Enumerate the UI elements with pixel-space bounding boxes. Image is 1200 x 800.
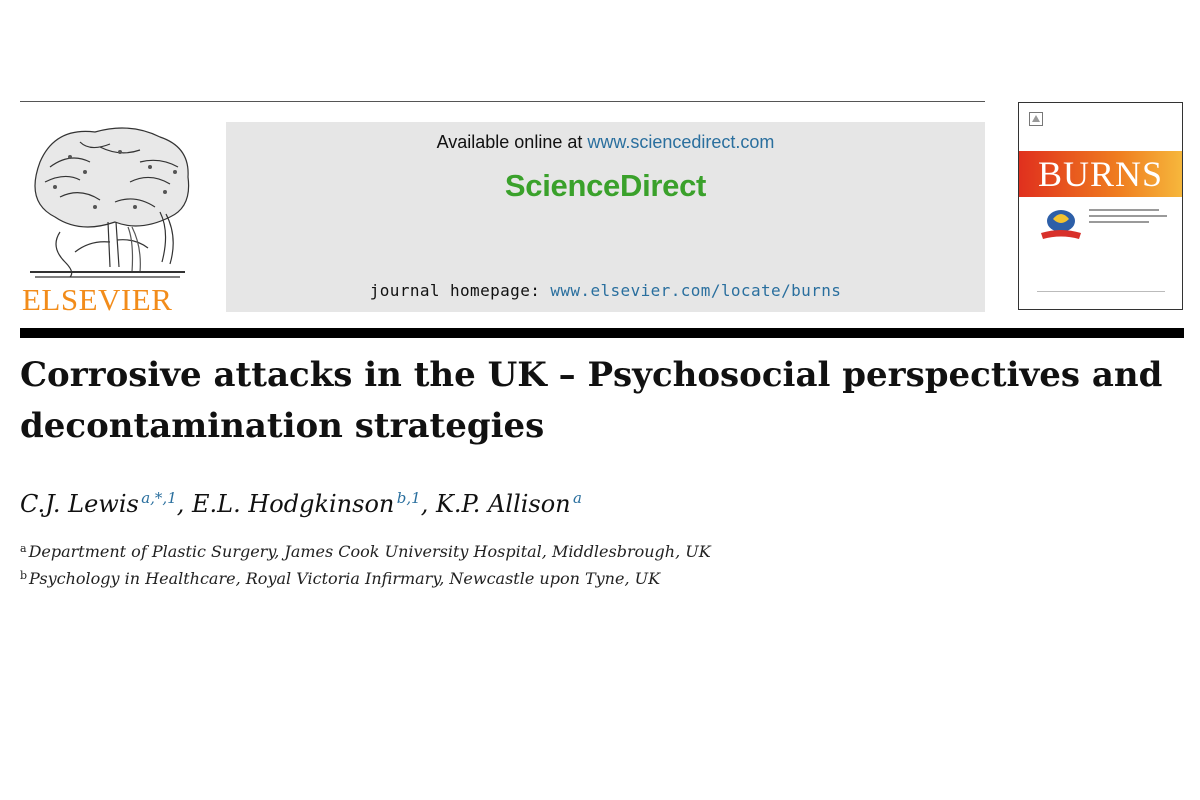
sciencedirect-wordmark: ScienceDirect [504,168,707,203]
cover-rule [1037,291,1165,292]
cover-society-text-lines [1089,209,1169,227]
affiliation-b [20,569,1170,588]
available-online-line [226,132,985,153]
author-name: E.L. Hodgkinson [192,490,395,518]
affiliation-a [20,542,1170,561]
journal-homepage-label: journal homepage: [369,281,551,300]
affiliation-key: b [20,569,28,582]
article-title: Corrosive attacks in the UK – Psychosocial perspectives and decontamination strategies [20,355,1163,446]
elsevier-mini-icon [1029,112,1043,126]
affiliation-text: Psychology in Healthcare, Royal Victoria Infirmary, Newcastle upon Tyne, UK [29,569,661,588]
sciencedirect-banner [226,122,985,312]
author-affiliation-marks[interactable]: a [573,489,582,507]
affiliation-text: Department of Plastic Surgery, James Cook University Hospital, Middlesbrough, UK [28,542,711,561]
affiliation-key: a [20,542,27,555]
author-affiliation-marks[interactable]: b,1 [396,489,421,507]
sciencedirect-link[interactable]: www.sciencedirect.com [587,132,775,152]
author-separator: , [176,490,193,518]
elsevier-logo [20,122,195,317]
journal-cover [1018,102,1183,310]
header-bottom-rule [20,328,1184,338]
author-list [20,490,1170,518]
author-affiliation-marks[interactable]: a,*,1 [141,489,177,507]
header-top-rule [20,101,985,102]
author-name: C.J. Lewis [20,490,139,518]
journal-homepage-link[interactable]: www.elsevier.com/locate/burns [550,281,842,300]
publisher-name: ELSEVIER [22,282,173,317]
available-online-label: Available online at [436,132,588,152]
author-name: K.P. Allison [435,490,571,518]
society-emblem-icon [1039,207,1083,241]
journal-homepage-line [226,281,985,300]
elsevier-tree-icon [20,122,195,280]
author-separator: , [420,490,436,518]
cover-journal-title: BURNS [1037,154,1164,194]
